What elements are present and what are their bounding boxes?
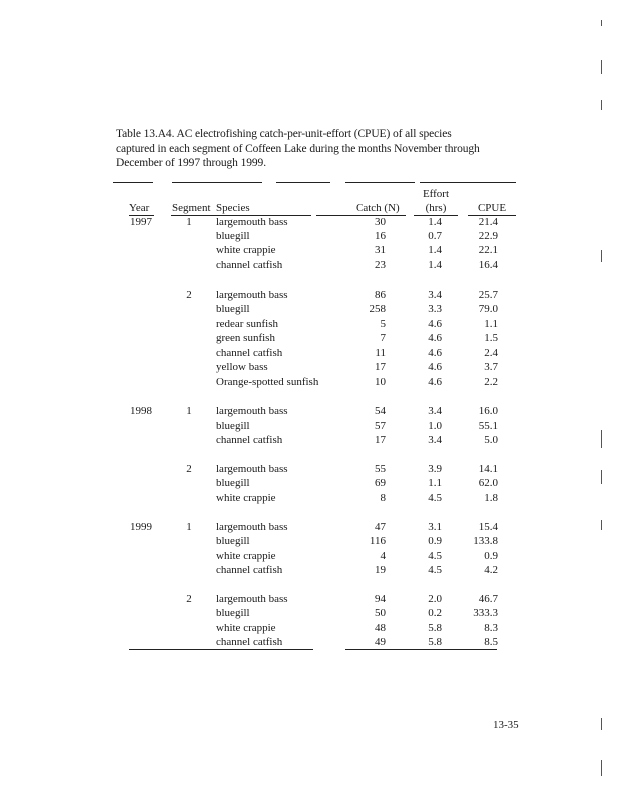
cell-species: bluegill <box>216 477 250 489</box>
cell-effort: 1.0 <box>428 420 442 432</box>
cell-catch: 10 <box>375 376 386 388</box>
cell-catch: 5 <box>380 318 386 330</box>
caption-line-2: captured in each segment of Coffeen Lake during the months November through <box>116 142 480 155</box>
cell-catch: 47 <box>375 521 386 533</box>
cell-catch: 17 <box>375 434 386 446</box>
header-cpue: CPUE <box>477 202 507 214</box>
cell-effort: 2.0 <box>428 593 442 605</box>
cell-effort: 3.4 <box>428 434 442 446</box>
cell-species: white crappie <box>216 550 276 562</box>
cell-cpue: 55.1 <box>478 420 498 432</box>
page-number: 13-35 <box>493 719 519 731</box>
cell-effort: 4.6 <box>428 332 442 344</box>
scan-speck <box>601 760 602 776</box>
cell-catch: 8 <box>380 492 386 504</box>
cell-effort: 3.3 <box>428 303 442 315</box>
cell-species: channel catfish <box>216 434 283 446</box>
cell-effort: 4.6 <box>428 347 442 359</box>
cell-segment: 1 <box>186 521 192 533</box>
cell-catch: 116 <box>369 535 386 547</box>
cell-catch: 50 <box>375 607 386 619</box>
cell-effort: 4.6 <box>428 361 442 373</box>
cell-species: largemouth bass <box>216 405 288 417</box>
cell-cpue: 25.7 <box>478 289 498 301</box>
cell-species: redear sunfish <box>216 318 279 330</box>
cell-segment: 1 <box>186 216 192 228</box>
cell-segment: 2 <box>186 463 192 475</box>
cell-cpue: 8.3 <box>484 622 498 634</box>
cell-year: 1999 <box>130 521 152 533</box>
cell-species: largemouth bass <box>216 216 288 228</box>
cell-effort: 4.6 <box>428 376 442 388</box>
cell-effort: 0.9 <box>428 535 442 547</box>
cell-segment: 1 <box>186 405 192 417</box>
cell-segment: 2 <box>186 289 192 301</box>
cell-effort: 1.4 <box>428 244 442 256</box>
cell-species: largemouth bass <box>216 593 288 605</box>
scan-speck <box>601 718 602 730</box>
cell-cpue: 1.5 <box>484 332 498 344</box>
cell-cpue: 79.0 <box>478 303 498 315</box>
cell-catch: 86 <box>375 289 386 301</box>
cell-species: bluegill <box>216 607 250 619</box>
cell-effort: 4.5 <box>428 492 442 504</box>
cell-effort: 0.7 <box>428 230 442 242</box>
cell-effort: 4.5 <box>428 564 442 576</box>
cell-catch: 94 <box>375 593 386 605</box>
cell-catch: 258 <box>369 303 386 315</box>
scan-speck <box>601 60 602 74</box>
cell-cpue: 3.7 <box>484 361 498 373</box>
cell-effort: 4.5 <box>428 550 442 562</box>
cell-species: channel catfish <box>216 259 283 271</box>
cell-effort: 1.4 <box>428 259 442 271</box>
cell-cpue: 8.5 <box>484 636 498 648</box>
cell-cpue: 2.2 <box>484 376 498 388</box>
cell-species: channel catfish <box>216 564 283 576</box>
cell-species: channel catfish <box>216 347 283 359</box>
bottom-rule-segment <box>129 649 313 650</box>
cell-cpue: 1.8 <box>484 492 498 504</box>
cell-cpue: 0.9 <box>484 550 498 562</box>
cell-cpue: 5.0 <box>484 434 498 446</box>
cell-effort: 5.8 <box>428 622 442 634</box>
cell-cpue: 16.0 <box>478 405 498 417</box>
cell-species: white crappie <box>216 492 276 504</box>
cell-species: largemouth bass <box>216 289 288 301</box>
cell-effort: 1.1 <box>428 477 442 489</box>
cell-cpue: 21.4 <box>478 216 498 228</box>
cell-catch: 11 <box>375 347 386 359</box>
top-rule-segment <box>172 182 262 183</box>
cell-cpue: 22.9 <box>478 230 498 242</box>
top-rule-segment <box>113 182 153 183</box>
table-caption <box>116 127 516 171</box>
cell-cpue: 16.4 <box>478 259 498 271</box>
cell-catch: 57 <box>375 420 386 432</box>
cell-catch: 16 <box>375 230 386 242</box>
cell-catch: 49 <box>375 636 386 648</box>
cell-effort: 0.2 <box>428 607 442 619</box>
cell-year: 1998 <box>130 405 152 417</box>
cell-species: bluegill <box>216 535 250 547</box>
cell-species: bluegill <box>216 303 250 315</box>
cell-cpue: 1.1 <box>484 318 498 330</box>
cell-effort: 5.8 <box>428 636 442 648</box>
cell-species: channel catfish <box>216 636 283 648</box>
cell-catch: 17 <box>375 361 386 373</box>
cell-catch: 31 <box>375 244 386 256</box>
header-effort-bottom: (hrs) <box>425 202 447 214</box>
cell-species: bluegill <box>216 230 250 242</box>
cell-catch: 54 <box>375 405 386 417</box>
caption-line-3: December of 1997 through 1999. <box>116 157 266 169</box>
cell-catch: 55 <box>375 463 386 475</box>
header-effort-top: Effort <box>422 188 450 200</box>
cell-effort: 4.6 <box>428 318 442 330</box>
cell-cpue: 133.8 <box>473 535 498 547</box>
cell-species: white crappie <box>216 622 276 634</box>
cell-catch: 7 <box>380 332 386 344</box>
cell-cpue: 333.3 <box>473 607 498 619</box>
scan-speck <box>601 250 602 262</box>
caption-line-1: Table 13.A4. AC electrofishing catch-per-unit-effort (CPUE) of all species <box>116 128 452 140</box>
cell-segment: 2 <box>186 593 192 605</box>
top-rule-segment <box>276 182 330 183</box>
cell-effort: 3.9 <box>428 463 442 475</box>
cell-catch: 48 <box>375 622 386 634</box>
top-rule-segment <box>345 182 415 183</box>
cell-species: green sunfish <box>216 332 275 344</box>
header-year: Year <box>129 202 150 214</box>
scan-speck <box>601 20 602 26</box>
cell-cpue: 22.1 <box>478 244 498 256</box>
scan-speck <box>601 470 602 484</box>
cell-cpue: 62.0 <box>478 477 498 489</box>
cell-catch: 4 <box>380 550 386 562</box>
cell-cpue: 15.4 <box>478 521 498 533</box>
cell-species: largemouth bass <box>216 463 288 475</box>
scan-speck <box>601 430 602 448</box>
cell-effort: 3.4 <box>428 289 442 301</box>
scan-speck <box>601 520 602 530</box>
cell-effort: 3.4 <box>428 405 442 417</box>
cell-species: largemouth bass <box>216 521 288 533</box>
top-rule-segment <box>420 182 516 183</box>
cell-catch: 30 <box>375 216 386 228</box>
cell-cpue: 4.2 <box>484 564 498 576</box>
bottom-rule-segment <box>345 649 497 650</box>
header-segment: Segment <box>172 202 211 214</box>
header-catch: Catch (N) <box>356 202 400 214</box>
cell-effort: 1.4 <box>428 216 442 228</box>
cell-species: Orange-spotted sunfish <box>216 376 319 388</box>
cell-catch: 69 <box>375 477 386 489</box>
cell-species: yellow bass <box>216 361 268 373</box>
cell-catch: 19 <box>375 564 386 576</box>
cell-catch: 23 <box>375 259 386 271</box>
cell-cpue: 46.7 <box>478 593 498 605</box>
scan-speck <box>601 100 602 110</box>
cell-species: bluegill <box>216 420 250 432</box>
cell-effort: 3.1 <box>428 521 442 533</box>
cell-year: 1997 <box>130 216 152 228</box>
cell-cpue: 2.4 <box>484 347 498 359</box>
cell-cpue: 14.1 <box>478 463 498 475</box>
cell-species: white crappie <box>216 244 276 256</box>
header-species: Species <box>216 202 250 214</box>
